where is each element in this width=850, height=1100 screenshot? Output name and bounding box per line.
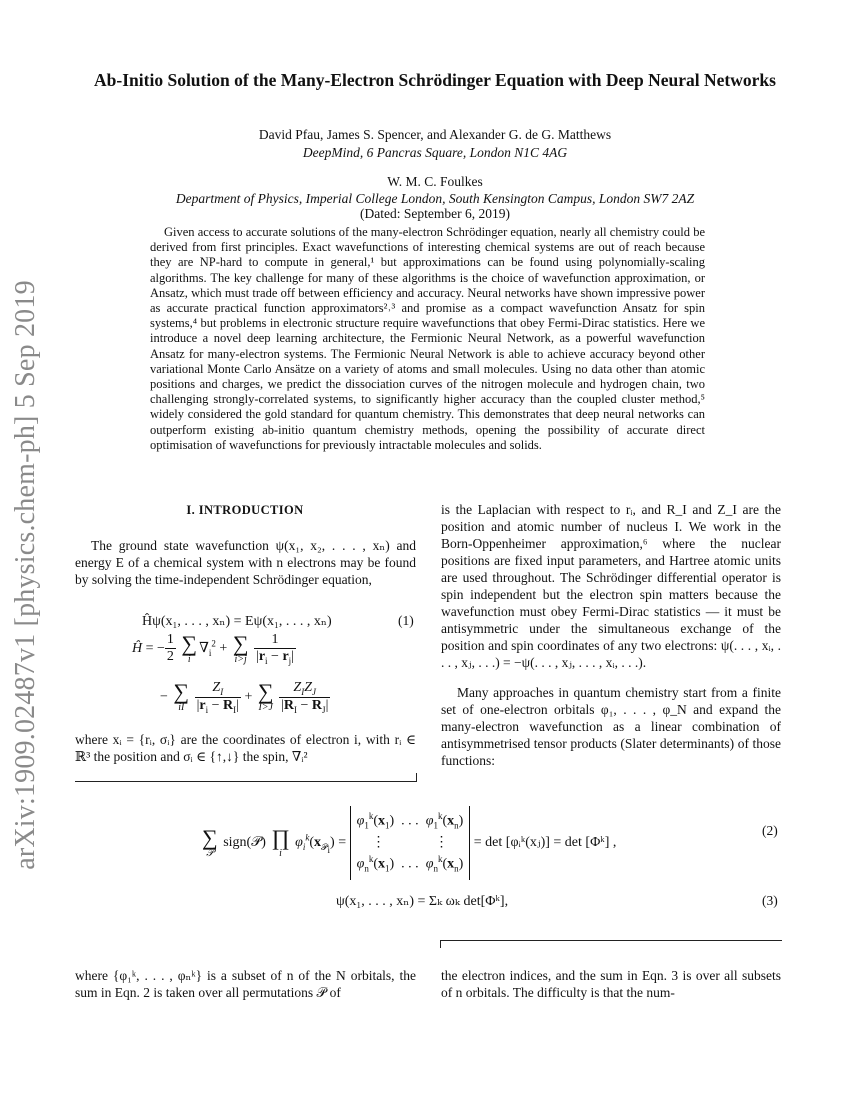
section-heading: I. INTRODUCTION	[186, 503, 304, 517]
equation-1-line1: Ĥψ(x₁, . . . , xₙ) = Eψ(x₁, . . . , xₙ)	[142, 614, 332, 629]
equation-2: ∑ 𝒫 sign(𝒫) ∏ i $\varphi_i^k(x_{𝒫_i}) = \varphi_1^k(x_1)$ . . . $\varphi_1^k(x_n)$ ⋮ ⋮ $\varphi_n^k(x_1)$ . . . $\varphi_n^k(x_n) = \det$ [φᵢᵏ(xⱼ)] = det [Φᵏ] ,	[200, 806, 616, 880]
laplacian-paragraph: is the Laplacian with respect to rᵢ, and R_I and Z_I are the position and atomic number of nucleus I. We work in the Born-Oppenheimer approximation,⁶ where the nuclear positions are fixed input parameters, and Hartree atomic units are used throughout. The Schrödinger differential operator is spin independent but the electron spin matters because the wavefunction must obey Fermi-Dirac statistics — it must be antisymmetric under the simultaneous exchange of the position and spin coordinates of any two electrons: ψ(. . . , xᵢ, . . . , xⱼ, . . .) = −ψ(. . . , xⱼ, . . . , xᵢ, . . .).	[441, 502, 781, 670]
equation-1-number: (1)	[398, 613, 414, 628]
abstract	[150, 225, 705, 453]
equation-2-number: (2)	[762, 823, 778, 838]
right-column-rule-tick	[440, 940, 441, 948]
left-column-rule	[75, 781, 417, 782]
bottom-right-paragraph: the electron indices, and the sum in Eqn. 3 is over all subsets of n orbitals. The difficulty is that the num-	[441, 968, 781, 1000]
equation-3-number: (3)	[762, 893, 778, 908]
left-column-coordinates	[75, 731, 416, 765]
authors-imperial: W. M. C. Foulkes	[387, 174, 483, 189]
orbitals-paragraph: Many approaches in quantum chemistry start from a finite set of one-electron orbitals φ₁, . . . , φ_N and expand the many-electron wavefunction as a linear combination of antisymmetrised tensor products (Slater determinants) of those functions:	[441, 685, 781, 768]
bottom-right-text	[441, 967, 781, 1001]
affiliation-deepmind: DeepMind, 6 Pancras Square, London N1C 4AG	[302, 145, 568, 160]
coordinates-paragraph: where xᵢ = {rᵢ, σᵢ} are the coordinates of electron i, with rᵢ ∈ ℝ³ the position and σᵢ ∈ {↑,↓} the spin, ∇ᵢ²	[75, 732, 416, 764]
equation-3: ψ(x₁, . . . , xₙ) = Σₖ ωₖ det[Φᵏ],	[336, 894, 509, 909]
slater-determinant-matrix: $\varphi_1^k(x_1)$ . . . $\varphi_1^k(x_n)$ ⋮ ⋮ $\varphi_n^k(x_1)$ . . . $\varphi_n^k(x_n)$	[350, 806, 471, 880]
affiliation-imperial: Department of Physics, Imperial College London, South Kensington Campus, London SW7 2AZ	[175, 191, 695, 206]
bottom-left-paragraph: where {φ₁ᵏ, . . . , φₙᵏ} is a subset of n of the N orbitals, the sum in Eqn. 2 is taken over all permutations 𝒫 of	[75, 968, 416, 1000]
arxiv-identifier: arXiv:1909.02487v1 [physics.chem-ph] 5 Sep 2019	[10, 280, 41, 870]
right-column-laplacian	[441, 501, 781, 671]
right-column-rule	[440, 940, 782, 941]
left-column-intro	[75, 537, 416, 588]
arxiv-side-stamp	[0, 0, 56, 1100]
right-column-orbitals	[441, 684, 781, 769]
paper-title: Ab-Initio Solution of the Many-Electron Schrödinger Equation with Deep Neural Networks	[94, 70, 776, 90]
equation-1-hamiltonian-kinetic: Ĥ = − $\frac{1}{2}$ ∑ i $\nabla_i^2$ + ∑ i>j $\frac{1}{|r_i - r_j|}$	[132, 630, 294, 666]
abstract-text: Given access to accurate solutions of the many-electron Schrödinger equation, nearly all chemistry could be derived from first principles. Exact wavefunctions of interesting chemical systems are out of reach because they are NP-hard to compute in general,¹ but approximations can be found using polynomially-scaling algorithms. The key challenge for many of these algorithms is the choice of wavefunction approximation, or Ansatz, which must trade off between efficiency and accuracy. Neural networks have shown impressive power as accurate practical function approximators²˒³ and promise as a compact wavefunction Ansatz for spin systems,⁴ but problems in electronic structure require wavefunctions that obey Fermi-Dirac statistics. Here we introduce a novel deep learning architecture, the Fermionic Neural Network, as a powerful wavefunction Ansatz for many-electron systems. The Fermionic Neural Network is able to achieve accuracy beyond other variational Monte Carlo Ansätze on a variety of atoms and small molecules. Using no data other than atomic positions and charges, we predict the dissociation curves of the nitrogen molecule and hydrogen chain, two challenging strongly-correlated systems, to significantly higher accuracy than the coupled cluster method,⁵ widely considered the gold standard for quantum chemistry. This demonstrates that deep neural networks can outperform existing ab-initio quantum chemistry methods, opening the possibility of accurate direct optimisation of wavefunctions for previously intractable molecules and solids.	[150, 225, 705, 452]
dated-line: (Dated: September 6, 2019)	[360, 206, 510, 221]
equation-2-rhs: = det [φᵢᵏ(xⱼ)] = det [Φᵏ] ,	[473, 835, 617, 851]
authors-deepmind: David Pfau, James S. Spencer, and Alexander G. de G. Matthews	[258, 127, 612, 142]
bottom-left-text	[75, 967, 416, 1001]
intro-paragraph: The ground state wavefunction ψ(x₁, x₂, . . . , xₙ) and energy E of a chemical system with n electrons may be found by solving the time-independent Schrödinger equation,	[75, 538, 416, 587]
equation-1-hamiltonian-potential: − ∑ iI $\frac{Z_I}{|r_i - R_I|}$ + ∑ I>J $\frac{Z_IZ_J}{|R_I - R_J|}$	[160, 679, 329, 715]
left-column-rule-tick	[416, 773, 417, 781]
